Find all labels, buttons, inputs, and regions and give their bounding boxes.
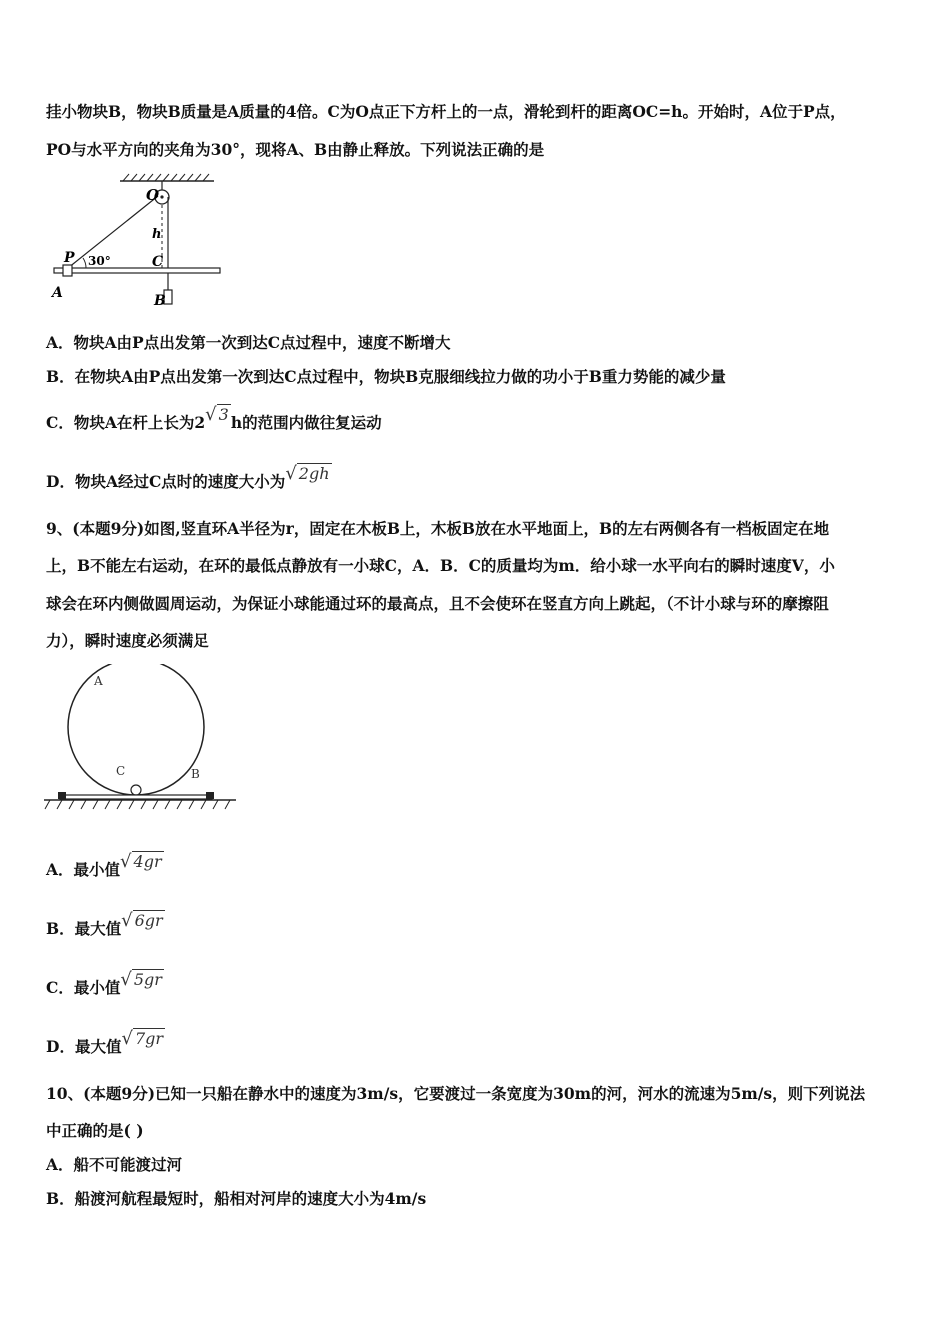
q9-option-c-sqrt: √ 5gr bbox=[120, 969, 162, 990]
q8-stem-line1: 挂小物块B，物块B质量是A质量的4倍。C为O点正下方杆上的一点，滑轮到杆的距离OC=h。开始时，A位于P点， bbox=[46, 102, 846, 121]
q9-stem-line1: 9、(本题9分)如图,竖直环A半径为r，固定在木板B上，木板B放在水平地面上，B的左右两侧各有一档板固定在地 bbox=[46, 519, 830, 538]
q8-option-c-text: C．物块A在杆上长为2 bbox=[46, 413, 206, 432]
q8-option-b: B．在物块A由P点出发第一次到达C点过程中，物块B克服细线拉力做的功小于B重力势能的减少量 bbox=[46, 367, 726, 386]
q8-option-a: A．物块A由P点出发第一次到达C点过程中，速度不断增大 bbox=[46, 333, 451, 352]
q9-option-a-text: A．最小值 bbox=[46, 860, 121, 879]
q9-option-d bbox=[46, 1028, 165, 1057]
q9-label-B: B bbox=[191, 767, 200, 781]
q9-label-C: C bbox=[116, 764, 126, 778]
q8-option-c-text-post: h的范围内做往复运动 bbox=[230, 413, 382, 432]
q8-label-O: O bbox=[146, 186, 160, 204]
q9-option-b-text: B．最大值 bbox=[46, 919, 122, 938]
q8-pulley-figure bbox=[48, 172, 228, 312]
q9-option-d-text: D．最大值 bbox=[46, 1037, 122, 1056]
q9-stem-line3: 球会在环内侧做圆周运动，为保证小球能通过环的最高点，且不会使环在竖直方向上跳起，（不计小球与环的摩擦阻 bbox=[46, 594, 829, 613]
q9-option-c-text: C．最小值 bbox=[46, 978, 121, 997]
q9-option-c bbox=[46, 969, 164, 998]
q9-stem-line4: 力），瞬时速度必须满足 bbox=[46, 631, 209, 650]
q8-option-d-sqrt: √ 2gh bbox=[285, 463, 330, 484]
q8-label-B: B bbox=[154, 293, 166, 309]
q8-option-c-sqrt: √ 3 bbox=[205, 404, 229, 425]
q9-option-a-sqrt: √ 4gr bbox=[120, 851, 162, 872]
q8-option-d bbox=[46, 463, 332, 492]
q8-option-d-text: D．物块A经过C点时的速度大小为 bbox=[46, 472, 286, 491]
q8-label-A: A bbox=[52, 285, 63, 301]
q9-ring-figure bbox=[44, 664, 238, 814]
q10-stem-line1: 10、(本题9分)已知一只船在静水中的速度为3m/s，它要渡过一条宽度为30m的河，河水的流速为5m/s，则下列说法 bbox=[46, 1084, 866, 1103]
q8-label-C: C bbox=[152, 254, 164, 270]
q10-stem-line2: 中正确的是( ) bbox=[46, 1121, 144, 1140]
q9-stem-line2: 上，B不能左右运动，在环的最低点静放有一小球C，A．B．C的质量均为m．给小球一水平向右的瞬时速度V，小 bbox=[46, 556, 835, 575]
q10-option-a: A．船不可能渡过河 bbox=[46, 1155, 183, 1174]
q9-option-a bbox=[46, 851, 164, 880]
q8-label-h: h bbox=[152, 227, 162, 242]
q9-label-A: A bbox=[94, 674, 103, 688]
q9-option-b bbox=[46, 910, 165, 939]
q9-option-d-sqrt: √ 7gr bbox=[121, 1028, 164, 1049]
q8-stem-line2: PO与水平方向的夹角为30°，现将A、B由静止释放。下列说法正确的是 bbox=[46, 140, 545, 159]
q9-option-b-sqrt: √ 6gr bbox=[121, 910, 163, 931]
q8-option-c bbox=[46, 404, 382, 433]
q8-label-angle: 30° bbox=[88, 254, 111, 268]
q8-label-P: P bbox=[64, 250, 75, 266]
q10-option-b: B．船渡河航程最短时，船相对河岸的速度大小为4m/s bbox=[46, 1189, 427, 1208]
